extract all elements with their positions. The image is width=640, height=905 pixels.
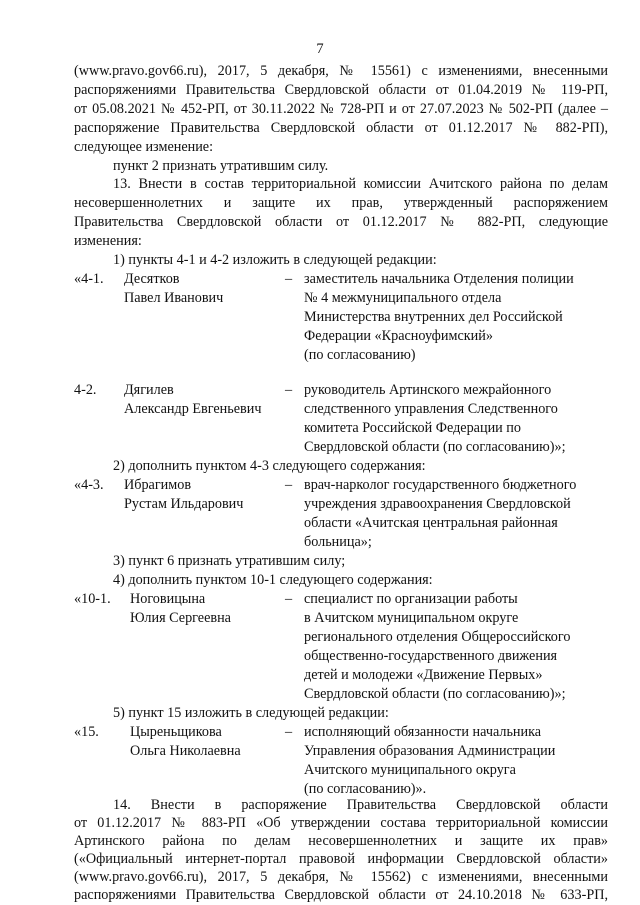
member-position-line: комитета Российской Федерации по	[304, 420, 521, 436]
entry-dash: –	[285, 382, 293, 398]
entry-number: «10-1.	[74, 591, 111, 607]
member-position-line: № 4 межмуниципального отдела	[304, 290, 502, 306]
member-position-line: врач-нарколог государственного бюджетного	[304, 477, 577, 493]
entry-number: «15.	[74, 724, 99, 740]
member-position-line: Федерации «Красноуфимский»	[304, 328, 493, 344]
member-position-line: (по согласованию)	[304, 347, 416, 363]
member-position-line: исполняющий обязанности начальника	[304, 724, 542, 740]
member-surname: Дягилев	[124, 382, 174, 398]
member-position-line: следственного управления Следственного	[304, 401, 558, 417]
member-position-line: Свердловской области (по согласованию)»;	[304, 686, 566, 702]
member-position-line: руководитель Артинского межрайонного	[304, 382, 552, 398]
intro-line: распоряжение Правительства Свердловской области от 01.12.2017 № 882-РП),	[74, 120, 608, 136]
subitem-4: 4) дополнить пунктом 10-1 следующего содержания:	[113, 572, 433, 588]
member-given-name: Ольга Николаевна	[130, 743, 241, 759]
member-position-line: области «Ачитская центральная районная	[304, 515, 558, 531]
page-number: 7	[316, 41, 324, 57]
member-position-line: детей и молодежи «Движение Первых»	[304, 667, 543, 683]
member-surname: Ибрагимов	[124, 477, 192, 493]
member-surname: Десятков	[124, 271, 180, 287]
member-position-line: общественно-государственного движения	[304, 648, 558, 664]
item14-line: (www.pravo.gov66.ru), 2017, 5 декабря, № 15562) с изменениями, внесенными	[74, 869, 608, 885]
entry-number: «4-3.	[74, 477, 104, 493]
item14-line: Артинского района по делам несовершеннолетних и защите их прав»	[74, 833, 608, 849]
p2-invalid-line: пункт 2 признать утратившим силу.	[113, 158, 329, 174]
subitem-5: 5) пункт 15 изложить в следующей редакции:	[113, 705, 389, 721]
member-surname: Цыреньщикова	[130, 724, 222, 740]
entry-number: 4-2.	[74, 382, 97, 398]
item14-line: от 01.12.2017 № 883-РП «Об утверждении состава территориальной комиссии	[74, 815, 608, 831]
item13-line: изменения:	[74, 233, 142, 249]
member-position-line: регионального отделения Общероссийского	[304, 629, 571, 645]
member-given-name: Юлия Сергеевна	[130, 610, 231, 626]
item14-line: («Официальный интернет-портал правовой информации Свердловской области»	[74, 851, 608, 867]
member-position-line: Управления образования Администрации	[304, 743, 556, 759]
intro-line: (www.pravo.gov66.ru), 2017, 5 декабря, № 15561) с изменениями, внесенными	[74, 63, 608, 79]
member-surname: Ноговицына	[130, 591, 206, 607]
member-position-line: в Ачитском муниципальном округе	[304, 610, 519, 626]
item14-line: распоряжениями Правительства Свердловской области от 24.10.2018 № 633-РП,	[74, 887, 608, 903]
item13-line: несовершеннолетних и защите их прав, утвержденный распоряжением	[74, 195, 608, 211]
subitem-2: 2) дополнить пунктом 4-3 следующего содержания:	[113, 458, 426, 474]
item14-line: 14. Внести в распоряжение Правительства Свердловской области	[113, 797, 608, 813]
intro-line: следующее изменение:	[74, 139, 214, 155]
entry-dash: –	[285, 591, 293, 607]
member-position-line: Министерства внутренних дел Российской	[304, 309, 563, 325]
member-given-name: Рустам Ильдарович	[124, 496, 244, 512]
member-position-line: учреждения здравоохранения Свердловской	[304, 496, 571, 512]
entry-dash: –	[285, 477, 293, 493]
member-position-line: специалист по организации работы	[304, 591, 518, 607]
intro-line: распоряжениями Правительства Свердловской области от 01.04.2019 № 119-РП,	[74, 82, 608, 98]
member-position-line: Свердловской области (по согласованию)»;	[304, 439, 566, 455]
member-position-line: Ачитского муниципального округа	[304, 762, 516, 778]
member-position-line: заместитель начальника Отделения полиции	[304, 271, 574, 287]
subitem-3: 3) пункт 6 признать утратившим силу;	[113, 553, 346, 569]
member-given-name: Павел Иванович	[124, 290, 224, 306]
subitem-1: 1) пункты 4-1 и 4-2 изложить в следующей редакции:	[113, 252, 437, 268]
entry-dash: –	[285, 724, 293, 740]
member-position-line: (по согласованию)».	[304, 781, 427, 797]
entry-dash: –	[285, 271, 293, 287]
item13-line: 13. Внести в состав территориальной комиссии Ачитского района по делам	[113, 176, 608, 192]
entry-number: «4-1.	[74, 271, 104, 287]
intro-line: от 05.08.2021 № 452-РП, от 30.11.2022 № 728-РП и от 27.07.2023 № 502-РП (далее –	[74, 101, 608, 117]
member-position-line: больница»;	[304, 534, 372, 550]
item13-line: Правительства Свердловской области от 01.12.2017 № 882-РП, следующие	[74, 214, 608, 230]
member-given-name: Александр Евгеньевич	[124, 401, 262, 417]
